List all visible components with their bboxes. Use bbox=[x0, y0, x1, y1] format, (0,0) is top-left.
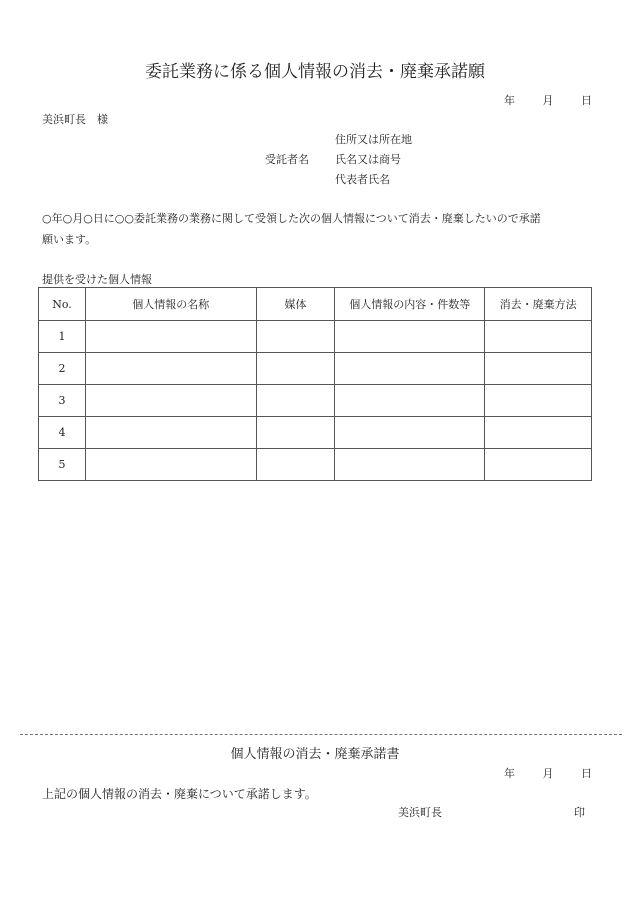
table-row bbox=[39, 353, 592, 385]
table-row bbox=[39, 385, 592, 417]
cell-medium[interactable] bbox=[256, 385, 335, 417]
personal-info-table bbox=[38, 287, 592, 481]
approval-date-year: 年 bbox=[504, 767, 515, 780]
request-body-line2: 願います。 bbox=[42, 233, 97, 246]
cell-disposal-method[interactable] bbox=[485, 417, 592, 449]
row-number: 5 bbox=[39, 449, 86, 481]
date-month: 月 bbox=[542, 94, 554, 107]
table-row bbox=[39, 417, 592, 449]
request-body-line1: ○年○月○日に○○委託業務の業務に関して受領した次の個人情報について消去・廃棄したいので承諾 bbox=[42, 212, 541, 225]
approval-date bbox=[504, 765, 592, 781]
approval-text: 上記の個人情報の消去・廃棄について承諾します。 bbox=[42, 787, 317, 801]
cell-medium[interactable] bbox=[256, 353, 335, 385]
request-date bbox=[504, 92, 592, 108]
cell-content-count[interactable] bbox=[335, 353, 485, 385]
cell-medium[interactable] bbox=[256, 321, 335, 353]
cell-disposal-method[interactable] bbox=[485, 321, 592, 353]
approval-date-month: 月 bbox=[542, 767, 554, 780]
row-number: 2 bbox=[39, 353, 86, 385]
table-caption: 提供を受けた個人情報 bbox=[42, 273, 152, 286]
cell-medium[interactable] bbox=[256, 449, 335, 481]
cell-disposal-method[interactable] bbox=[485, 449, 592, 481]
document-title: 委託業務に係る個人情報の消去・廃棄承諾願 bbox=[145, 62, 485, 82]
table-row bbox=[39, 449, 592, 481]
table-row bbox=[39, 321, 592, 353]
row-number: 1 bbox=[39, 321, 86, 353]
contractor-label: 受託者名 bbox=[265, 153, 309, 166]
cell-info-name[interactable] bbox=[85, 449, 256, 481]
header-disposal-method: 消去・廃棄方法 bbox=[485, 288, 592, 321]
date-year: 年 bbox=[504, 94, 515, 107]
approval-date-day: 日 bbox=[581, 767, 592, 780]
header-info-name: 個人情報の名称 bbox=[85, 288, 256, 321]
cell-content-count[interactable] bbox=[335, 417, 485, 449]
cell-content-count[interactable] bbox=[335, 385, 485, 417]
cell-info-name[interactable] bbox=[85, 385, 256, 417]
row-number: 3 bbox=[39, 385, 86, 417]
row-number: 4 bbox=[39, 417, 86, 449]
cell-info-name[interactable] bbox=[85, 417, 256, 449]
contractor-representative-label: 代表者氏名 bbox=[335, 173, 390, 186]
approval-title: 個人情報の消去・廃棄承諾書 bbox=[230, 747, 400, 762]
cut-line-divider bbox=[20, 734, 622, 735]
table-header-row bbox=[39, 288, 592, 321]
cell-info-name[interactable] bbox=[85, 321, 256, 353]
cell-content-count[interactable] bbox=[335, 321, 485, 353]
date-day: 日 bbox=[581, 94, 592, 107]
approval-signer: 美浜町長 bbox=[398, 806, 442, 819]
addressee: 美浜町長 様 bbox=[42, 113, 108, 126]
header-content-count: 個人情報の内容・件数等 bbox=[335, 288, 485, 321]
header-no: No. bbox=[39, 288, 86, 321]
cell-info-name[interactable] bbox=[85, 353, 256, 385]
contractor-name-label: 氏名又は商号 bbox=[335, 153, 401, 166]
contractor-address-label: 住所又は所在地 bbox=[335, 133, 412, 146]
cell-disposal-method[interactable] bbox=[485, 353, 592, 385]
seal-mark: 印 bbox=[574, 806, 585, 819]
cell-medium[interactable] bbox=[256, 417, 335, 449]
header-medium: 媒体 bbox=[256, 288, 335, 321]
cell-disposal-method[interactable] bbox=[485, 385, 592, 417]
cell-content-count[interactable] bbox=[335, 449, 485, 481]
